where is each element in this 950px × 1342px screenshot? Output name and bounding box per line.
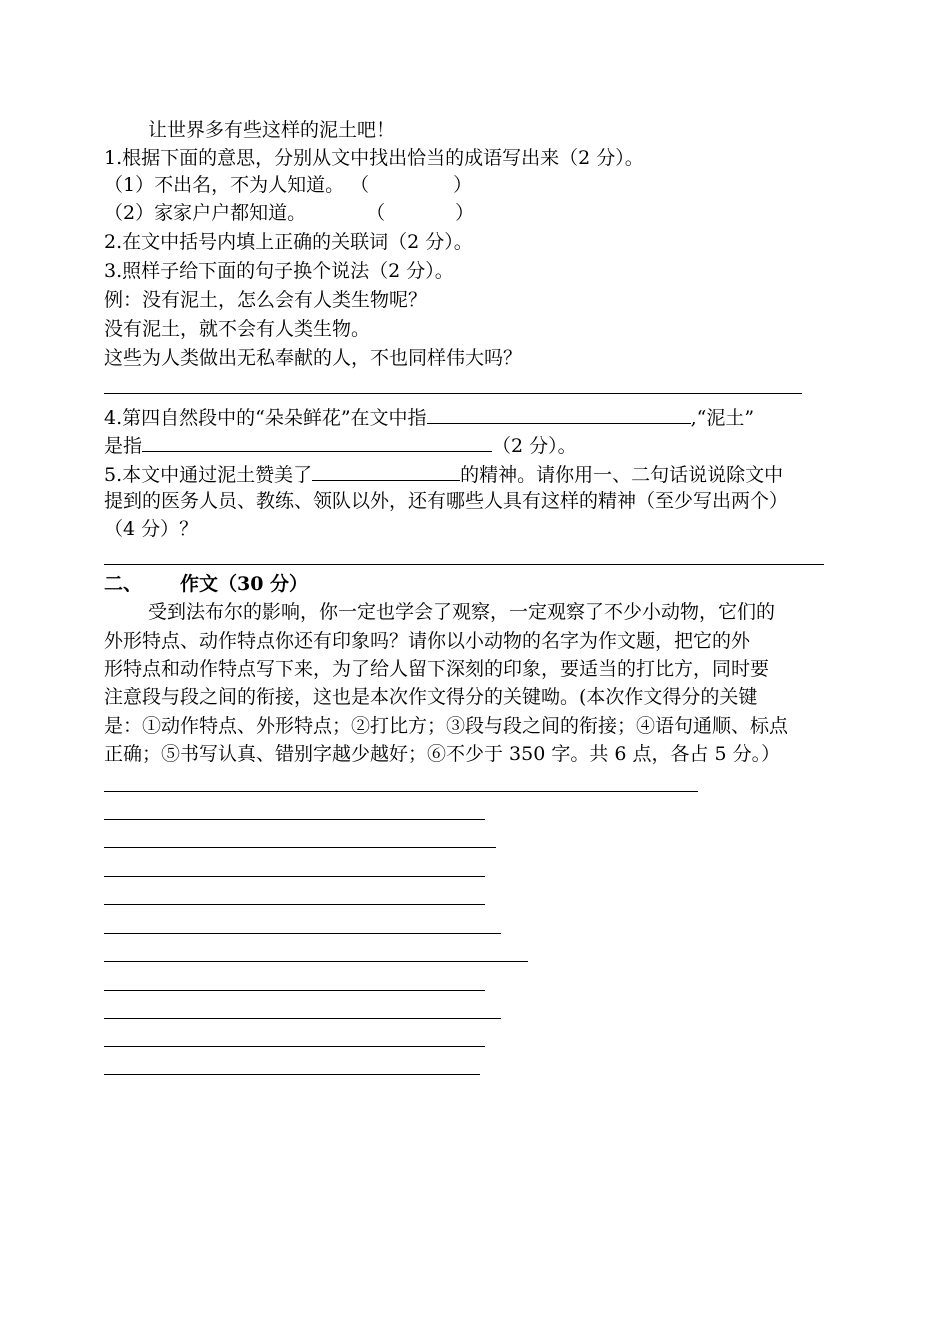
- question-4-text-3: 是指: [104, 435, 143, 457]
- answer-line[interactable]: [104, 393, 802, 394]
- essay-writing-line[interactable]: [104, 847, 496, 848]
- answer-blank[interactable]: [427, 403, 691, 424]
- question-2: 2.在文中括号内填上正确的关联词（2 分）。: [104, 231, 473, 253]
- question-4-line-2: [104, 431, 577, 460]
- essay-writing-line[interactable]: [104, 904, 485, 905]
- essay-writing-line[interactable]: [104, 1018, 501, 1019]
- question-5-text-2: 的精神。请你用一、二句话说说除文中: [460, 464, 784, 486]
- essay-instructions-line-5: 是：①动作特点、外形特点；②打比方；③段与段之间的衔接；④语句通顺、标点: [104, 715, 789, 737]
- question-1-item-2: [104, 200, 474, 227]
- question-5-line-3: （4 分）？: [104, 518, 199, 540]
- question-5-line-2: 提到的医务人员、教练、领队以外，还有哪些人具有这样的精神（至少写出两个）: [104, 490, 789, 512]
- intro-closing-sentence: 让世界多有些这样的泥土吧！: [148, 119, 396, 141]
- question-5-line-1: [104, 460, 783, 489]
- essay-writing-line[interactable]: [104, 791, 698, 792]
- essay-instructions-line-6: 正确；⑤书写认真、错别字越少越好；⑥不少于 350 字。共 6 点，各占 5 分。）: [104, 743, 781, 765]
- essay-instructions-line-2: 外形特点、动作特点你还有印象吗？请你以小动物的名字为作文题，把它的外: [104, 630, 751, 652]
- answer-blank[interactable]: [312, 460, 460, 481]
- question-1-item-1-close: ）: [453, 174, 473, 196]
- question-4-line-1: [104, 403, 754, 432]
- essay-instructions-line-3: 形特点和动作特点写下来，为了给人留下深刻的印象，要适当的打比方，同时要: [104, 658, 770, 680]
- essay-writing-line[interactable]: [104, 990, 485, 991]
- question-1: 1.根据下面的意思，分别从文中找出恰当的成语写出来（2 分）。: [104, 147, 644, 169]
- section-2-heading: [104, 571, 308, 598]
- question-5-text-1: 5.本文中通过泥土赞美了: [104, 464, 313, 486]
- essay-writing-line[interactable]: [104, 1046, 485, 1047]
- answer-line[interactable]: [104, 564, 824, 565]
- question-4-text-4: （2 分）。: [492, 435, 577, 457]
- essay-writing-line[interactable]: [104, 1074, 480, 1075]
- essay-instructions-line-1: 受到法布尔的影响，你一定也学会了观察，一定观察了不少小动物，它们的: [148, 601, 776, 623]
- essay-writing-line[interactable]: [104, 933, 501, 934]
- question-3-example-answer: 没有泥土，就不会有人类生物。: [104, 318, 371, 340]
- question-1-item-1: [104, 172, 472, 199]
- question-1-item-2-open: （: [366, 202, 386, 224]
- section-2-number: 二、: [104, 573, 143, 595]
- question-3-prompt: 这些为人类做出无私奉献的人，不也同样伟大吗？: [104, 347, 523, 369]
- question-4-text-1: 4.第四自然段中的“朵朵鲜花”在文中指: [104, 407, 427, 429]
- essay-writing-line[interactable]: [104, 961, 528, 962]
- question-1-item-2-text: （2）家家户户都知道。: [104, 202, 307, 224]
- question-4-text-2: ,“泥土”: [690, 407, 755, 429]
- question-1-item-1-text: （1）不出名，不为人知道。 （: [104, 174, 370, 196]
- essay-instructions-line-4: 注意段与段之间的衔接，这也是本次作文得分的关键呦。(本次作文得分的关键: [104, 686, 758, 708]
- question-1-item-2-close: ）: [455, 202, 475, 224]
- answer-blank[interactable]: [142, 431, 492, 452]
- question-3: 3.照样子给下面的句子换个说法（2 分）。: [104, 260, 454, 282]
- essay-writing-line[interactable]: [104, 819, 485, 820]
- section-2-title: 作文（30 分）: [180, 573, 309, 595]
- question-3-example: 例：没有泥土，怎么会有人类生物呢？: [104, 289, 428, 311]
- essay-writing-line[interactable]: [104, 876, 485, 877]
